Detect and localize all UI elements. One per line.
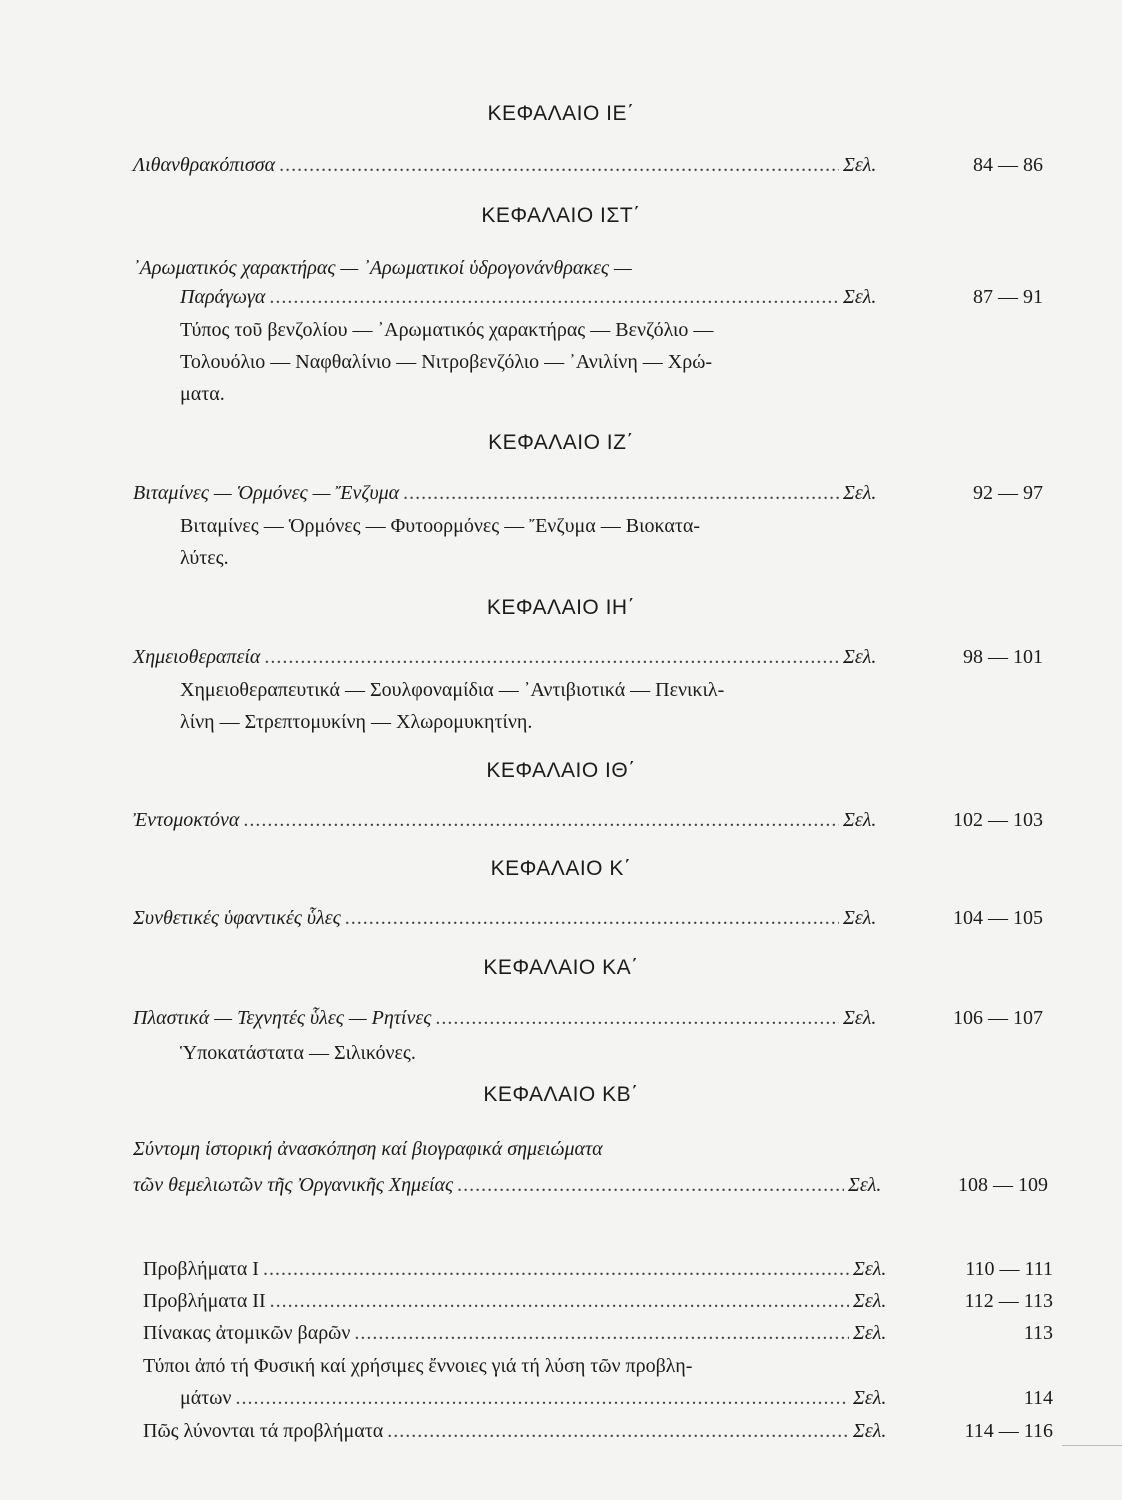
toc-entry-19 bbox=[133, 807, 1043, 833]
page-range: 87 — 91 bbox=[973, 286, 1043, 308]
toc-entry-problems-2 bbox=[143, 1288, 1053, 1314]
entry-title-line: Τύποι ἀπό τή Φυσική καί χρήσιμες ἔννοιες γιά τή λύση τῶν προβλη- bbox=[143, 1355, 693, 1377]
toc-entry-15 bbox=[133, 152, 1043, 178]
entry-description: λίνη — Στρεπτομυκίνη — Χλωρομυκητίνη. bbox=[180, 711, 533, 733]
leader-dots bbox=[387, 1418, 849, 1444]
page-abbrev: Σελ. bbox=[843, 907, 877, 929]
toc-entry-21 bbox=[133, 1005, 1043, 1031]
page-abbrev: Σελ. bbox=[848, 1174, 882, 1196]
entry-description: Τύπος τοῦ βενζολίου — ᾿Αρωματικός χαρακτήρας — Βενζόλιο — bbox=[180, 319, 714, 341]
entry-title-line: Σύντομη ἱστορική ἀνασκόπηση καί βιογραφικά σημειώματα bbox=[133, 1138, 603, 1160]
page-abbrev: Σελ. bbox=[853, 1387, 887, 1409]
entry-title: Συνθετικές ὑφαντικές ὗλες bbox=[133, 907, 341, 929]
page-abbrev: Σελ. bbox=[843, 1007, 877, 1029]
leader-dots bbox=[279, 152, 839, 178]
page-range: 113 bbox=[1023, 1322, 1053, 1344]
toc-entry-physics-formulas bbox=[180, 1385, 1053, 1411]
chapter-heading-17: ΚΕΦΑΛΑΙΟ ΙΖ΄ bbox=[488, 431, 634, 454]
chapter-heading-20: ΚΕΦΑΛΑΙΟ Κ΄ bbox=[490, 857, 632, 880]
entry-title: Προβλήματα ΙΙ bbox=[143, 1290, 266, 1312]
page-abbrev: Σελ. bbox=[843, 286, 877, 308]
page-abbrev: Σελ. bbox=[853, 1322, 887, 1344]
chapter-heading-16: ΚΕΦΑΛΑΙΟ ΙΣΤ΄ bbox=[481, 204, 641, 227]
toc-entry-22 bbox=[133, 1172, 1048, 1198]
page-abbrev: Σελ. bbox=[853, 1420, 887, 1442]
entry-title: μάτων bbox=[180, 1387, 232, 1409]
entry-title: Πίνακας ἀτομικῶν βαρῶν bbox=[143, 1322, 351, 1344]
entry-title: Προβλήματα Ι bbox=[143, 1258, 259, 1280]
toc-entry-solving-problems bbox=[143, 1418, 1053, 1444]
toc-entry-problems-1 bbox=[143, 1256, 1053, 1282]
entry-title: Βιταμίνες — Ὁρμόνες — Ἔνζυμα bbox=[133, 482, 400, 504]
chapter-heading-19: ΚΕΦΑΛΑΙΟ ΙΘ΄ bbox=[486, 759, 636, 782]
page-range: 92 — 97 bbox=[973, 482, 1043, 504]
leader-dots bbox=[345, 905, 839, 931]
toc-entry-18 bbox=[133, 644, 1043, 670]
leader-dots bbox=[270, 1288, 849, 1314]
entry-title: Ἐντομοκτόνα bbox=[133, 809, 240, 831]
toc-entry-20 bbox=[133, 905, 1043, 931]
leader-dots bbox=[403, 480, 839, 506]
entry-description: λύτες. bbox=[180, 547, 229, 569]
page-range: 108 — 109 bbox=[958, 1174, 1048, 1196]
entry-description: Χημειοθεραπευτικά — Σουλφοναμίδια — ᾿Αντιβιοτικά — Πενικιλ- bbox=[180, 679, 725, 701]
leader-dots bbox=[263, 1256, 849, 1282]
page-abbrev: Σελ. bbox=[853, 1258, 887, 1280]
toc-entry-17 bbox=[133, 480, 1043, 506]
chapter-heading-21: ΚΕΦΑΛΑΙΟ ΚΑ΄ bbox=[483, 956, 639, 979]
entry-description: Βιταμίνες — Ὁρμόνες — Φυτοορμόνες — Ἔνζυμα — Βιοκατα- bbox=[180, 515, 700, 537]
page-range: 110 — 111 bbox=[965, 1258, 1053, 1280]
entry-title: Πῶς λύνονται τά προβλήματα bbox=[143, 1420, 384, 1442]
chapter-heading-18: ΚΕΦΑΛΑΙΟ ΙΗ΄ bbox=[486, 596, 636, 619]
page-range: 84 — 86 bbox=[973, 154, 1043, 176]
toc-entry-atomic-weights bbox=[143, 1320, 1053, 1346]
page-range: 114 — 116 bbox=[964, 1420, 1053, 1442]
leader-dots bbox=[457, 1172, 844, 1198]
entry-title: τῶν θεμελιωτῶν τῆς Ὀργανικῆς Χημείας bbox=[133, 1174, 454, 1196]
entry-description: Τολουόλιο — Ναφθαλίνιο — Νιτροβενζόλιο — ᾿Ανιλίνη — Χρώ- bbox=[180, 351, 713, 373]
leader-dots bbox=[354, 1320, 849, 1346]
leader-dots bbox=[435, 1005, 839, 1031]
page-abbrev: Σελ. bbox=[853, 1290, 887, 1312]
entry-title: Χημειοθεραπεία bbox=[133, 646, 261, 668]
margin-rule bbox=[1062, 1445, 1122, 1446]
toc-entry-16 bbox=[180, 284, 1043, 310]
page-range: 114 bbox=[1023, 1387, 1053, 1409]
chapter-heading-15: ΚΕΦΑΛΑΙΟ ΙΕ΄ bbox=[487, 102, 635, 125]
page-range: 106 — 107 bbox=[953, 1007, 1043, 1029]
leader-dots bbox=[269, 284, 839, 310]
page-range: 104 — 105 bbox=[953, 907, 1043, 929]
entry-title: Παράγωγα bbox=[180, 286, 266, 308]
page-range: 102 — 103 bbox=[953, 809, 1043, 831]
chapter-heading-22: ΚΕΦΑΛΑΙΟ ΚΒ΄ bbox=[483, 1083, 639, 1106]
leader-dots bbox=[235, 1385, 849, 1411]
entry-title: Πλαστικά — Τεχνητές ὗλες — Ρητίνες bbox=[133, 1007, 432, 1029]
page-abbrev: Σελ. bbox=[843, 482, 877, 504]
entry-title: Λιθανθρακόπισσα bbox=[133, 154, 276, 176]
entry-description: ματα. bbox=[180, 383, 225, 405]
page-range: 98 — 101 bbox=[963, 646, 1043, 668]
page-abbrev: Σελ. bbox=[843, 809, 877, 831]
page-abbrev: Σελ. bbox=[843, 154, 877, 176]
entry-description: Ὑποκατάστατα — Σιλικόνες. bbox=[180, 1042, 416, 1064]
leader-dots bbox=[264, 644, 839, 670]
leader-dots bbox=[243, 807, 839, 833]
page-abbrev: Σελ. bbox=[843, 646, 877, 668]
entry-title-line: ᾿Αρωματικός χαρακτήρας — ᾿Αρωματικοί ὑδρογονάνθρακες — bbox=[133, 257, 632, 279]
page-range: 112 — 113 bbox=[964, 1290, 1053, 1312]
